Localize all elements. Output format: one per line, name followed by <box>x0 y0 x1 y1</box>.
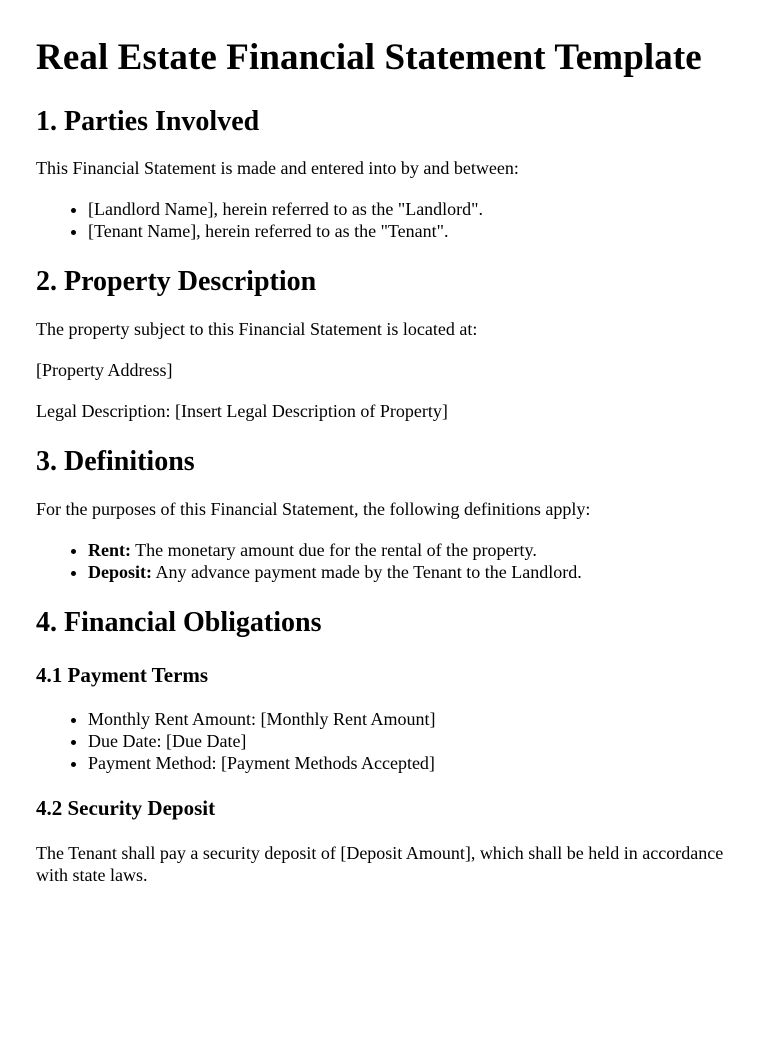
section-heading-property: 2. Property Description <box>36 266 317 297</box>
subsection-heading-security-deposit: 4.2 Security Deposit <box>36 796 216 820</box>
security-deposit-text: The Tenant shall pay a security deposit of [Deposit Amount], which shall be held in accordance with state laws. <box>36 843 724 885</box>
definition-term-deposit: Deposit: <box>88 562 152 582</box>
list-item-payment-method: • Payment Method: [Payment Methods Accepted] <box>88 752 734 774</box>
parties-intro: This Financial Statement is made and entered into by and between: <box>36 158 519 178</box>
document-title: Real Estate Financial Statement Template <box>36 37 702 78</box>
definitions-intro: For the purposes of this Financial Statement, the following definitions apply: <box>36 499 591 519</box>
definitions-list <box>36 539 734 583</box>
payment-terms-list <box>36 708 734 774</box>
definition-term-rent: Rent: <box>88 540 131 560</box>
definition-text-rent: The monetary amount due for the rental of the property. <box>131 540 537 560</box>
list-item-landlord: • [Landlord Name], herein referred to as the "Landlord". <box>88 198 734 220</box>
list-item-due-date: • Due Date: [Due Date] <box>88 730 734 752</box>
property-intro: The property subject to this Financial Statement is located at: <box>36 319 478 339</box>
document-page <box>0 35 770 1059</box>
definition-item-rent <box>88 539 734 561</box>
list-item-tenant: • [Tenant Name], herein referred to as the "Tenant". <box>88 220 734 242</box>
section-heading-obligations: 4. Financial Obligations <box>36 607 322 638</box>
property-address: [Property Address] <box>36 360 173 380</box>
definition-item-deposit <box>88 561 734 583</box>
list-item-monthly-rent: • Monthly Rent Amount: [Monthly Rent Amount] <box>88 708 734 730</box>
subsection-heading-payment-terms: 4.1 Payment Terms <box>36 663 209 687</box>
section-heading-definitions: 3. Definitions <box>36 446 195 477</box>
property-legal-description: Legal Description: [Insert Legal Description of Property] <box>36 401 448 421</box>
parties-list <box>36 198 734 242</box>
definition-text-deposit: Any advance payment made by the Tenant to the Landlord. <box>152 562 582 582</box>
section-heading-parties: 1. Parties Involved <box>36 106 260 137</box>
